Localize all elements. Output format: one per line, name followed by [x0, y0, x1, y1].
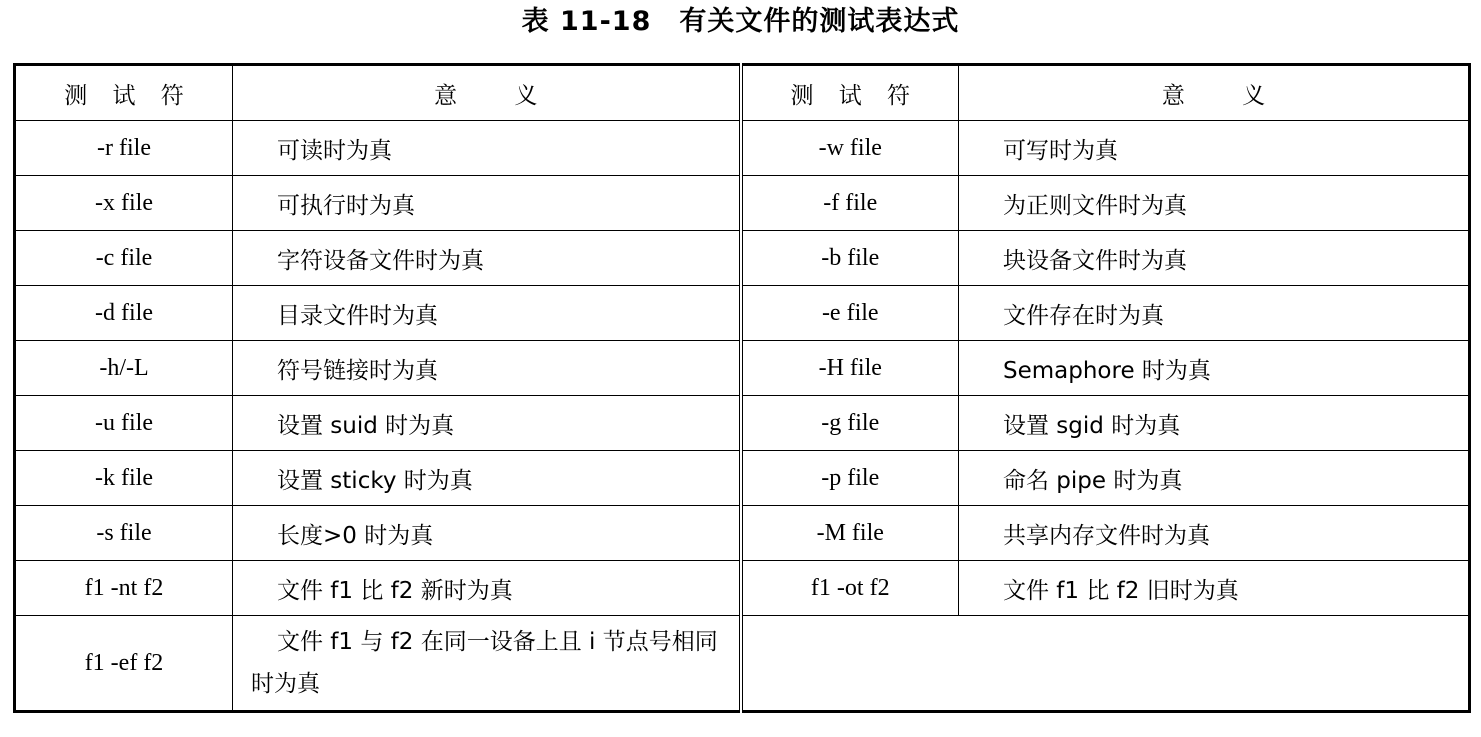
meaning-cell: 可执行时为真	[233, 176, 741, 231]
operator-cell: f1 -nt f2	[15, 561, 233, 616]
meaning-cell: 可读时为真	[233, 121, 741, 176]
operator-cell: -s file	[15, 506, 233, 561]
header-operator-right: 测 试 符	[741, 65, 959, 121]
meaning-cell: Semaphore 时为真	[959, 341, 1470, 396]
table-row	[15, 231, 1470, 286]
operator-cell: -k file	[15, 451, 233, 506]
table-row	[15, 561, 1470, 616]
operator-cell: -H file	[741, 341, 959, 396]
meaning-cell: 目录文件时为真	[233, 286, 741, 341]
operator-cell: -r file	[15, 121, 233, 176]
meaning-cell: 可写时为真	[959, 121, 1470, 176]
operator-cell: -f file	[741, 176, 959, 231]
table-row	[15, 121, 1470, 176]
operator-cell: f1 -ot f2	[741, 561, 959, 616]
meaning-cell: 命名 pipe 时为真	[959, 451, 1470, 506]
header-row	[15, 65, 1470, 121]
header-meaning-right: 意 义	[959, 65, 1470, 121]
operator-cell: -w file	[741, 121, 959, 176]
empty-cell	[741, 616, 1470, 712]
operator-cell: -u file	[15, 396, 233, 451]
operator-cell: -h/-L	[15, 341, 233, 396]
meaning-cell: 文件 f1 比 f2 新时为真	[233, 561, 741, 616]
operator-cell: -x file	[15, 176, 233, 231]
meaning-cell: 为正则文件时为真	[959, 176, 1470, 231]
meaning-cell: 设置 suid 时为真	[233, 396, 741, 451]
meaning-cell: 块设备文件时为真	[959, 231, 1470, 286]
meaning-cell: 设置 sgid 时为真	[959, 396, 1470, 451]
table-row	[15, 451, 1470, 506]
table-row	[15, 506, 1470, 561]
header-operator-left: 测 试 符	[15, 65, 233, 121]
meaning-cell: 设置 sticky 时为真	[233, 451, 741, 506]
meaning-cell: 字符设备文件时为真	[233, 231, 741, 286]
table-row	[15, 341, 1470, 396]
file-test-table	[13, 63, 1471, 713]
table-row	[15, 176, 1470, 231]
meaning-cell: 文件 f1 比 f2 旧时为真	[959, 561, 1470, 616]
table-row	[15, 396, 1470, 451]
table-caption: 表 11-18 有关文件的测试表达式	[521, 6, 960, 37]
operator-cell: -e file	[741, 286, 959, 341]
operator-cell: -c file	[15, 231, 233, 286]
operator-cell: -b file	[741, 231, 959, 286]
operator-cell: -p file	[741, 451, 959, 506]
operator-cell: f1 -ef f2	[15, 616, 233, 712]
meaning-cell: 文件 f1 与 f2 在同一设备上且 i 节点号相同时为真	[233, 616, 741, 712]
table-row	[15, 286, 1470, 341]
meaning-cell: 符号链接时为真	[233, 341, 741, 396]
table-row	[15, 616, 1470, 712]
operator-cell: -g file	[741, 396, 959, 451]
operator-cell: -d file	[15, 286, 233, 341]
meaning-cell: 共享内存文件时为真	[959, 506, 1470, 561]
operator-cell: -M file	[741, 506, 959, 561]
meaning-cell: 长度>0 时为真	[233, 506, 741, 561]
header-meaning-left: 意 义	[233, 65, 741, 121]
meaning-cell: 文件存在时为真	[959, 286, 1470, 341]
